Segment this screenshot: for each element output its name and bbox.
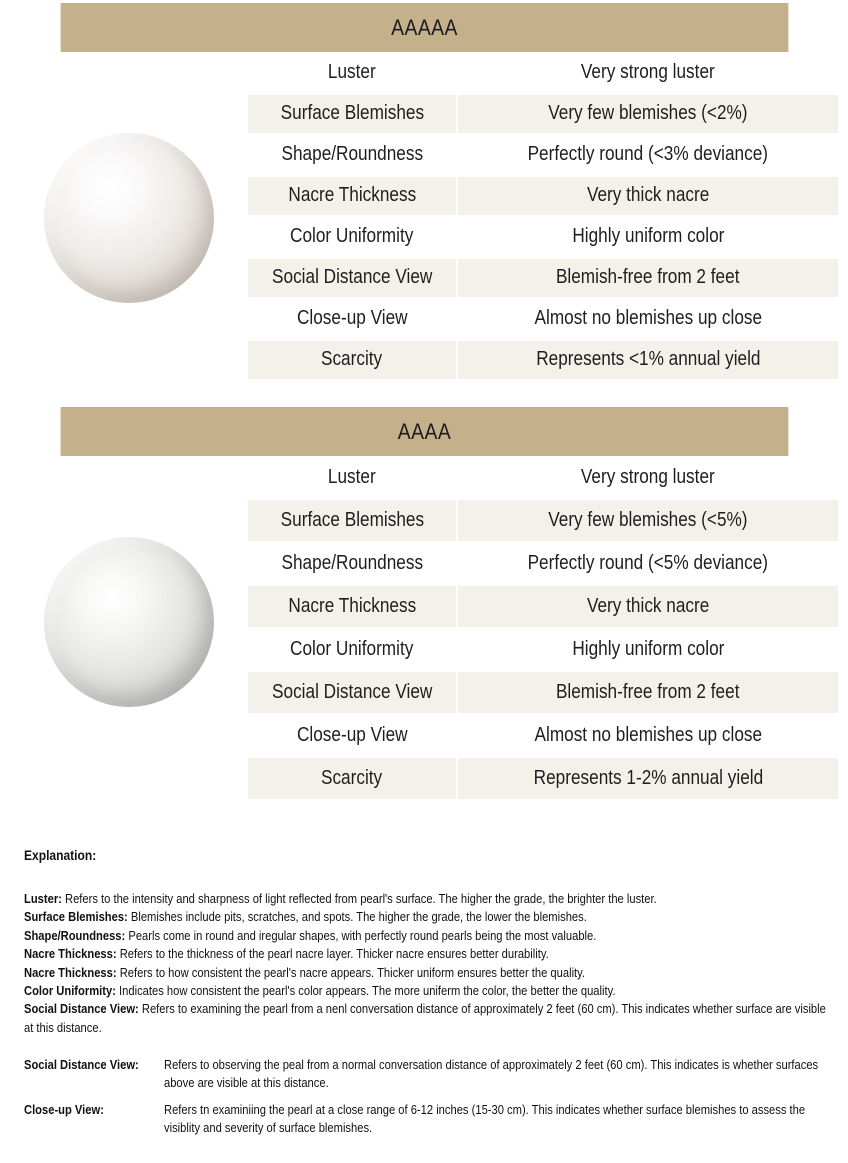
attribute-label: Shape/Roundness [281,143,423,165]
attribute-value: Highly uniform color [571,638,724,660]
table-row [248,175,838,216]
pearl-image [44,537,214,707]
term: Shape/Roundness: [24,927,126,943]
term-text: Refers to how consistent the pearl's nacre appears. Thicker uniform ensures better the quality. [119,964,586,980]
attribute-label: Close-up View [296,307,408,329]
table-row [248,339,838,380]
term: Surface Blemishes: [24,909,128,925]
attribute-label: Close-up View [296,724,408,746]
table-row [248,585,838,628]
table-row [248,216,838,257]
attribute-value: Represents 1-2% annual yield [533,767,763,789]
attribute-label: Nacre Thickness [288,184,416,206]
term: Luster: [24,891,62,906]
attribute-value: Perfectly round (<5% deviance) [527,552,769,574]
attribute-label: Color Uniformity [290,225,414,247]
table-row [248,298,838,339]
list-item [24,1000,832,1037]
term-text: Refers to observing the peal from a normal conversation distance of approximately 2 feet (60 cm). This indicates is whether surfaces above are visible at this distance. [164,1057,819,1090]
list-item [24,982,834,1000]
table-row [248,628,838,671]
grade-title: AAAA [61,407,789,456]
spec-table [248,52,838,380]
attribute-label: Color Uniformity [290,638,414,660]
attribute-value: Very thick nacre [586,595,710,617]
attribute-value: Highly uniform color [571,225,724,247]
term-text: Indicates how consistent the pearl's color appears. The more uniferm the color, the better the quality. [119,983,616,999]
attribute-label: Luster [328,466,376,488]
term-text: Refers to the intensity and sharpness of light reflected from pearl's surface. The higher the grade, the brighter the luster. [65,891,657,906]
list-item [24,908,834,926]
table-row [248,757,838,800]
attribute-value: Almost no blemishes up close [534,307,762,329]
attribute-value: Almost no blemishes up close [534,724,762,746]
table-row [248,671,838,714]
attribute-label: Shape/Roundness [281,552,423,574]
term-text: Refers to examining the pearl from a nenl conversation distance of approximately 2 feet (60 cm). This indicates whether surface are visible at this distance. [24,1001,826,1035]
term-text: Refers tn examiniing the pearl at a close range of 6-12 inches (15-30 cm). This indicates whether surface blemishes to assess the visiblity and severity of surface blemishes. [164,1102,806,1135]
table-row [248,134,838,175]
attribute-value: Blemish-free from 2 feet [556,266,740,288]
table-row [248,542,838,585]
list-item [24,927,834,945]
term: Close-up View: [24,1102,104,1117]
grade-title: AAAAA [61,3,789,52]
attribute-label: Nacre Thickness [288,595,416,617]
table-row [248,257,838,298]
list-item [24,890,834,908]
term: Nacre Thickness: [24,964,117,980]
spec-table [248,456,838,800]
attribute-value: Blemish-free from 2 feet [556,681,740,703]
attribute-label: Luster [328,61,376,83]
explanation-section [24,846,834,1135]
explanation-heading: Explanation: [24,847,97,863]
attribute-value: Very strong luster [581,61,715,83]
attribute-value: Very strong luster [581,466,715,488]
attribute-label: Surface Blemishes [280,509,424,531]
table-row [248,52,838,93]
table-row [248,456,838,499]
attribute-value: Represents <1% annual yield [535,348,761,370]
term: Social Distance View: [24,1001,139,1017]
term-text: Refers to the thickness of the pearl nacre layer. Thicker nacre ensures better durability. [119,946,549,962]
attribute-value: Very few blemishes (<2%) [548,102,748,124]
attribute-value: Very few blemishes (<5%) [548,509,748,531]
list-item [24,964,834,982]
attribute-label: Surface Blemishes [280,102,424,124]
attribute-label: Social Distance View [271,681,433,703]
attribute-label: Scarcity [321,348,383,370]
term-text: Blemishes include pits, scratches, and spots. The higher the grade, the lower the blemishes. [130,909,587,925]
table-row [248,93,838,134]
attribute-label: Social Distance View [271,266,433,288]
attribute-value: Perfectly round (<3% deviance) [527,143,769,165]
term-text: Pearls come in round and iregular shapes, with perfectly round pearls being the most valuable. [128,927,597,943]
term: Social Distance View: [24,1057,139,1072]
list-item [24,945,834,963]
attribute-value: Very thick nacre [586,184,710,206]
attribute-label: Scarcity [321,767,383,789]
table-row [248,499,838,542]
table-row [248,714,838,757]
pearl-image [44,133,214,303]
term: Nacre Thickness: [24,946,117,962]
explanation-list [24,890,834,1037]
term: Color Uniformity: [24,983,116,999]
